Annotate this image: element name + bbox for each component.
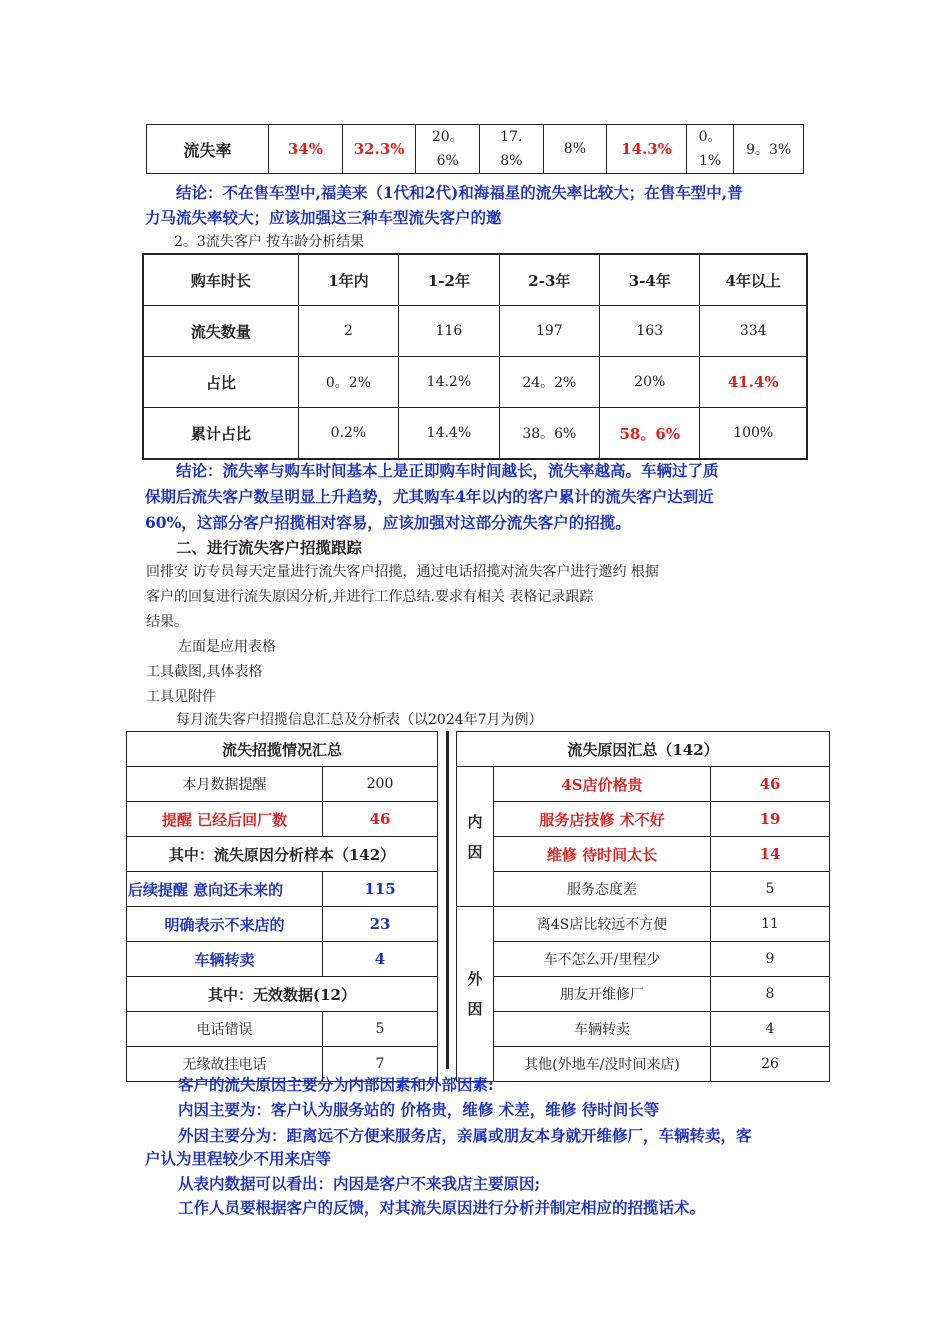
row-label: 其中：流失原因分析样本（142） [127,837,438,872]
table-row [127,907,438,942]
table-row [127,872,438,907]
row-label: 4S店价格贵 [494,767,711,802]
table-row [457,1047,830,1082]
table-row [457,1012,830,1047]
row-label: 流失率 [147,125,269,174]
column-header: 4年以上 [700,254,807,306]
table-cell: 20% [600,357,700,408]
table-cell: 334 [700,306,807,357]
row-label: 占比 [143,357,298,408]
table-cell: 7 [323,1047,438,1082]
row-label: 流失数量 [143,306,298,357]
table-cell: 46 [711,767,830,802]
table-cell: 19 [711,802,830,837]
table-row [457,942,830,977]
table-cell: 14.2% [399,357,500,408]
table-cell: 0。2% [298,357,398,408]
table-cell: 197 [499,306,599,357]
loss-rate-table [146,124,804,174]
cell-text: 0。1% [698,129,722,169]
row-label: 离4S店比较远不方便 [494,907,711,942]
table-header-row [127,732,438,767]
table-row [127,767,438,802]
row-label: 维修 待时间太长 [494,837,711,872]
table-cell: 4 [711,1012,830,1047]
table-row [457,802,830,837]
paragraph-line: 工具截图,具体表格 [146,664,263,680]
conclusion-line: 保期后流失客户数呈明显上升趋势，尤其购车4年以内的客户累计的流失客户达到近 [145,487,714,506]
conclusion-line: 结论：不在售车型中,福美来（1代和2代)和海福星的流失率比较大；在售车型中,普 [176,183,743,202]
table-row [457,872,830,907]
table-header: 流失原因汇总（142） [457,732,830,767]
table-row [143,306,807,357]
table-cell: 46 [323,802,438,837]
table-row [143,408,807,460]
group-label [457,767,494,907]
row-label: 提醒 已经后回厂数 [127,802,323,837]
table-cell: 41.4% [700,357,807,408]
table-cell: 200 [323,767,438,802]
row-label: 无缘故挂电话 [127,1047,323,1082]
table-cell: 4 [323,942,438,977]
summary-line: 外因主要分为：距离远不方便来服务店，亲属或朋友本身就开维修厂，车辆转卖，客 [178,1126,752,1145]
table-cell: 9。3% [734,125,804,174]
table-row [147,125,804,174]
column-header: 3-4年 [600,254,700,306]
table-header: 流失招揽情况汇总 [127,732,438,767]
table-cell [686,125,733,174]
paragraph-line: 结果。 [146,614,188,630]
paragraph-line: 左面是应用表格 [178,639,276,655]
paragraph-line: 回排安 访专员每天定量进行流失客户招揽，通过电话招揽对流失客户进行邀约 根据 [146,564,659,580]
summary-line: 从表内数据可以看出：内因是客户不来我店主要原因; [178,1174,541,1193]
table-cell: 11 [711,907,830,942]
table-cell: 5 [323,1012,438,1047]
table-cell: 32.3% [342,125,416,174]
loss-reason-table [456,731,830,1082]
table-cell: 116 [399,306,500,357]
table-cell [480,125,544,174]
group-label-text: 内因 [467,812,483,861]
table-cell: 14.4% [399,408,500,460]
table-cell: 163 [600,306,700,357]
table-cell: 34% [269,125,343,174]
row-label: 其他(外地车/没时间来店) [494,1047,711,1082]
row-label: 服务态度差 [494,872,711,907]
row-label: 累计占比 [143,408,298,460]
table-row [127,942,438,977]
row-label: 朋友开维修厂 [494,977,711,1012]
row-label-text: 后续提醒 意向还未来的 [127,880,284,899]
group-label-text: 外因 [467,970,483,1018]
summary-line: 工作人员要根据客户的反馈，对其流失原因进行分析并制定相应的招揽话术。 [178,1198,706,1217]
row-label: 服务店技修 术不好 [494,802,711,837]
table-row [457,977,830,1012]
row-label: 车辆转卖 [127,942,323,977]
recall-summary-table [126,731,438,1082]
conclusion-line: 60%，这部分客户招揽相对容易，应该加强对这部分流失客户的招揽。 [145,513,631,532]
paragraph-line: 工具见附件 [146,689,216,705]
column-header: 1-2年 [399,254,500,306]
table-row [127,802,438,837]
table-cell: 9 [711,942,830,977]
table-row [457,767,830,802]
cell-text: 17.8% [500,129,523,169]
table-cell [416,125,480,174]
column-header: 2-3年 [499,254,599,306]
cell-text: 20。6% [431,129,464,169]
table-cell: 24。2% [499,357,599,408]
table-row [127,977,438,1012]
car-age-table [142,253,808,460]
table-cell: 115 [323,872,438,907]
table-row [457,837,830,872]
conclusion-line: 结论：流失率与购车时间基本上是正即购车时间越长，流失率越高。车辆过了质 [176,461,719,480]
row-label: 其中：无效数据(12） [127,977,438,1012]
paragraph-line: 客户的回复进行流失原因分析,并进行工作总结.要求有相关 表格记录跟踪 [146,589,594,605]
table-cell: 2 [298,306,398,357]
table-caption: 每月流失客户招揽信息汇总及分析表（以2024年7月为例） [176,712,543,728]
table-cell: 23 [323,907,438,942]
table-divider [446,731,449,1069]
row-label: 电话错误 [127,1012,323,1047]
table-cell: 8% [543,125,607,174]
row-label: 本月数据提醒 [127,767,323,802]
table-header-row [143,254,807,306]
table-row [457,907,830,942]
table-row [127,1012,438,1047]
column-header: 1年内 [298,254,398,306]
section-heading: 二、进行流失客户招揽跟踪 [176,538,363,557]
table-cell: 14.3% [607,125,687,174]
table-cell: 38。6% [499,408,599,460]
table-row [127,837,438,872]
table-cell: 58。6% [600,408,700,460]
column-header: 购车时长 [143,254,298,306]
table-cell: 5 [711,872,830,907]
row-label [127,872,323,907]
group-label [457,907,494,1082]
table-cell: 0.2% [298,408,398,460]
summary-line: 户认为里程较少不用来店等 [145,1149,332,1168]
summary-line: 内因主要为：客户认为服务站的 价格贵，维修 术差，维修 待时间长等 [178,1100,660,1119]
row-label: 车辆转卖 [494,1012,711,1047]
table-cell: 100% [700,408,807,460]
table-header-row [457,732,830,767]
row-label: 明确表示不来店的 [127,907,323,942]
conclusion-line: 力马流失率较大；应该加强这三种车型流失客户的邀 [145,208,502,227]
row-label: 车不怎么开/里程少 [494,942,711,977]
table-row [143,357,807,408]
section-title: 2。3流失客户 按车龄分析结果 [174,234,365,250]
table-cell: 8 [711,977,830,1012]
table-cell: 14 [711,837,830,872]
summary-line: 客户的流失原因主要分为内部因素和外部因素: [178,1075,494,1094]
table-cell: 26 [711,1047,830,1082]
